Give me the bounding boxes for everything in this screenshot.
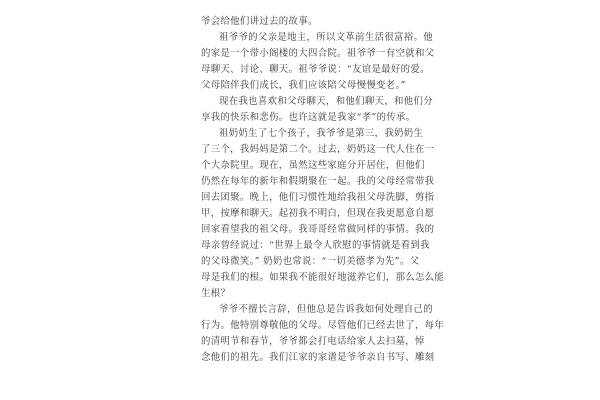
text-line: 行为。他特别尊敬他的父母。尽管他们已经去世了，每年 — [201, 320, 445, 331]
text-line: 母聊天、讨论、聊天。祖爷爷说：“友谊是最好的爱。 — [201, 64, 430, 75]
text-line: 仍然在每年的新年和假期聚在一起。我的父母经常带我 — [201, 176, 435, 187]
text-line: 回去团聚。晚上，他们习惯性地给我祖父母洗脚，剪指 — [201, 192, 435, 203]
text-line: 甲，按摩和聊天。起初我不明白，但现在我更愿意自愿 — [201, 208, 435, 219]
text-line: 回家看望我的祖父母。我哥哥经常做同样的事情。我的 — [201, 224, 435, 235]
text-line: 母是我们的根。如果我不能很好地滋养它们，那么怎么能 — [201, 272, 445, 283]
paragraph-start-line: 祖奶奶生了七个孩子，我爷爷是第三，我奶奶生 — [219, 128, 424, 139]
paragraph-start-line: 祖爷爷的父亲是地主，所以文革前生活很富裕。他 — [219, 32, 433, 43]
text-line: 的家是一个带小阁楼的大四合院。祖爷爷一有空就和父 — [201, 48, 435, 59]
text-line: 的清明节和春节，爷爷都会打电话给家人去扫墓，悼 — [201, 336, 425, 347]
text-line: 个大杂院里。现在，虽然这些家庭分开居住，但他们 — [201, 160, 425, 171]
text-line: 父母陪伴我们成长，我们应该陪父母慢慢变老。” — [201, 80, 406, 91]
text-line: 爷会给他们讲过去的故事。 — [201, 16, 318, 27]
text-line: 母亲曾经说过：“世界上最令人欣慰的事情就是看到我 — [201, 240, 430, 251]
text-line: 享我的快乐和悲伤。也许这就是我家“孝”的传承。 — [201, 112, 416, 123]
text-line: 的父母微笑。” 奶奶也常说：“一切美德孝为先”。父 — [201, 256, 420, 267]
text-line: 了三个，我妈妈是第二个。过去，奶奶这一代人住在一 — [201, 144, 435, 155]
paragraph-start-line: 现在我也喜欢和父母聊天，和他们聊天，和他们分 — [219, 96, 433, 107]
text-line: 生根？ — [201, 288, 231, 299]
paragraph-start-line: 爷爷不擅长言辞，但他总是告诉我如何处理自己的 — [219, 304, 433, 315]
document-page — [201, 14, 445, 366]
text-line: 念他们的祖先。我们江家的家谱是爷爷亲自书写、雕刻 — [201, 352, 435, 363]
